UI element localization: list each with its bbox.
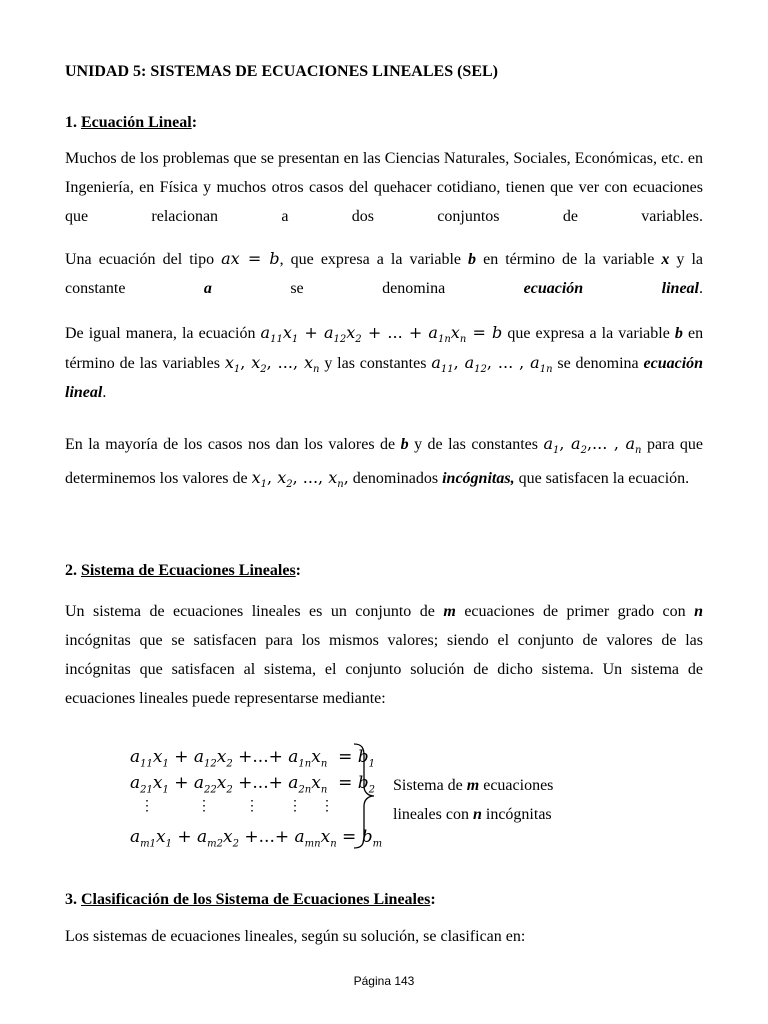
section-3-paragraph-1: Los sistemas de ecuaciones lineales, según su solución, se clasifican en: xyxy=(65,928,526,945)
p3-var-b: b xyxy=(674,325,683,342)
section-2-colon: : xyxy=(295,562,301,579)
section-1-title: Ecuación Lineal xyxy=(81,114,192,131)
p2-text-d: y la constante xyxy=(65,251,704,297)
p4-var-b: b xyxy=(400,436,409,453)
section-1-paragraph-3 xyxy=(65,318,703,407)
section-3-number: 3. xyxy=(65,891,77,908)
unknowns-list: $x_1$, $x_2$, ..., $x_n$, xyxy=(251,468,349,491)
variables-list: $x_1$, $x_2$, ..., $x_n$ xyxy=(224,353,320,376)
system-dots-row: ⋮ xyxy=(197,798,213,814)
section-1-paragraph-2 xyxy=(65,244,703,303)
p4-term: incógnitas, xyxy=(442,470,515,487)
section-2-number: 2. xyxy=(65,562,77,579)
constants-a-list: $a_1$, $a_2$,... , $a_n$ xyxy=(543,434,642,457)
p3-text-f: . xyxy=(102,384,107,401)
system-description-line-1 xyxy=(393,776,553,796)
system-dots-row: ⋮ xyxy=(245,798,261,814)
p2-text-b: , que expresa a la variable xyxy=(279,251,461,268)
side-text-1b: ecuaciones xyxy=(483,777,554,794)
p3-term: ecuación lineal xyxy=(65,355,704,401)
side-text-2a: lineales con xyxy=(393,806,469,823)
p3-text-c: en término de las variables xyxy=(65,325,704,372)
system-dots-row: ⋮ xyxy=(140,798,156,814)
p2-var-a: a xyxy=(203,280,212,297)
p4-text-b: y de las constantes xyxy=(414,436,538,453)
s2-text-a: Un sistema de ecuaciones lineales es un conjunto de xyxy=(65,603,435,620)
p3-text-e: se denomina xyxy=(557,355,639,372)
s2-var-m: m xyxy=(443,603,456,620)
section-2-title: Sistema de Ecuaciones Lineales xyxy=(81,562,296,579)
page-number: Página 143 xyxy=(353,974,415,988)
s2-text-b: ecuaciones de primer grado con xyxy=(464,603,686,620)
section-2-paragraph-1 xyxy=(65,597,703,713)
side-var-m: m xyxy=(466,777,480,794)
p2-text-a: Una ecuación del tipo xyxy=(65,251,215,268)
constants-list: $a_{11}$, $a_{12}$, ... , $a_{1n}$ xyxy=(431,353,553,376)
p4-text-e: que satisfacen la ecuación. xyxy=(518,470,690,487)
system-dots-row: ⋮ xyxy=(288,798,304,814)
section-1-number: 1. xyxy=(65,114,77,131)
side-var-n: n xyxy=(472,806,482,823)
equation-general-linear: $a_{11}x_1 + a_{12}x_2$ + ... + $a_{1n}x_n = b$ xyxy=(260,323,503,346)
p3-text-d: y las constantes xyxy=(324,355,427,372)
side-text-2b: incógnitas xyxy=(485,806,552,823)
system-row-2: $a_{21}x_1 + a_{22}x_2$ +...+ $a_{2n}x_n = b_2$ xyxy=(130,773,375,796)
system-row-1: $a_{11}x_1 + a_{12}x_2$ +...+ $a_{1n}x_n = b_1$ xyxy=(130,747,375,770)
p2-var-x: x xyxy=(661,251,670,268)
section-3-colon: : xyxy=(430,891,436,908)
p4-text-d: denominados xyxy=(352,470,439,487)
right-brace-icon xyxy=(352,740,376,852)
section-2-heading xyxy=(65,561,301,581)
p3-text-b: que expresa a la variable xyxy=(507,325,670,342)
section-1-paragraph-1: Muchos de los problemas que se presentan en las Ciencias Naturales, Sociales, Económicas, etc. en Ingeniería, en Física y muchos otros casos del quehacer cotidiano, tienen que ver con ecuaciones que relacionan a dos conjuntos de variables. xyxy=(65,150,703,225)
system-row-m: $a_{m1}x_1 + a_{m2}x_2$ +...+ $a_{mn}x_n = b_m$ xyxy=(130,827,383,850)
p4-text-a: En la mayoría de los casos nos dan los valores de xyxy=(65,436,396,453)
section-3-heading xyxy=(65,890,436,910)
p2-term: ecuación lineal xyxy=(523,280,699,297)
p2-var-b: b xyxy=(468,251,477,268)
s2-var-n: n xyxy=(694,603,704,620)
system-dots-row: ⋮ xyxy=(320,798,336,814)
p2-text-f: . xyxy=(699,280,703,297)
system-description-line-2 xyxy=(393,805,552,825)
s2-text-c: incógnitas que se satisfacen para los mismos valores; siendo el conjunto de valores de las incógnitas que satisfacen al sistema, el conjunto solución de dicho sistema. Un sistema de ecuaciones lineales puede representarse mediante: xyxy=(65,632,703,707)
p2-text-e: se denomina xyxy=(290,280,446,297)
section-1-heading xyxy=(65,113,197,133)
equation-ax-b: ax = b xyxy=(221,249,280,268)
p4-text-c: para que determinemos los valores de xyxy=(65,436,704,487)
p3-text-a: De igual manera, la ecuación xyxy=(65,325,256,342)
side-text-1a: Sistema de xyxy=(393,777,463,794)
section-1-colon: : xyxy=(191,114,198,131)
section-3-title: Clasificación de los Sistema de Ecuaciones Lineales xyxy=(81,891,431,908)
section-1-paragraph-4 xyxy=(65,427,703,495)
p2-text-c: en término de la variable xyxy=(483,251,655,268)
document-heading: UNIDAD 5: SISTEMAS DE ECUACIONES LINEALES (SEL) xyxy=(65,63,498,80)
